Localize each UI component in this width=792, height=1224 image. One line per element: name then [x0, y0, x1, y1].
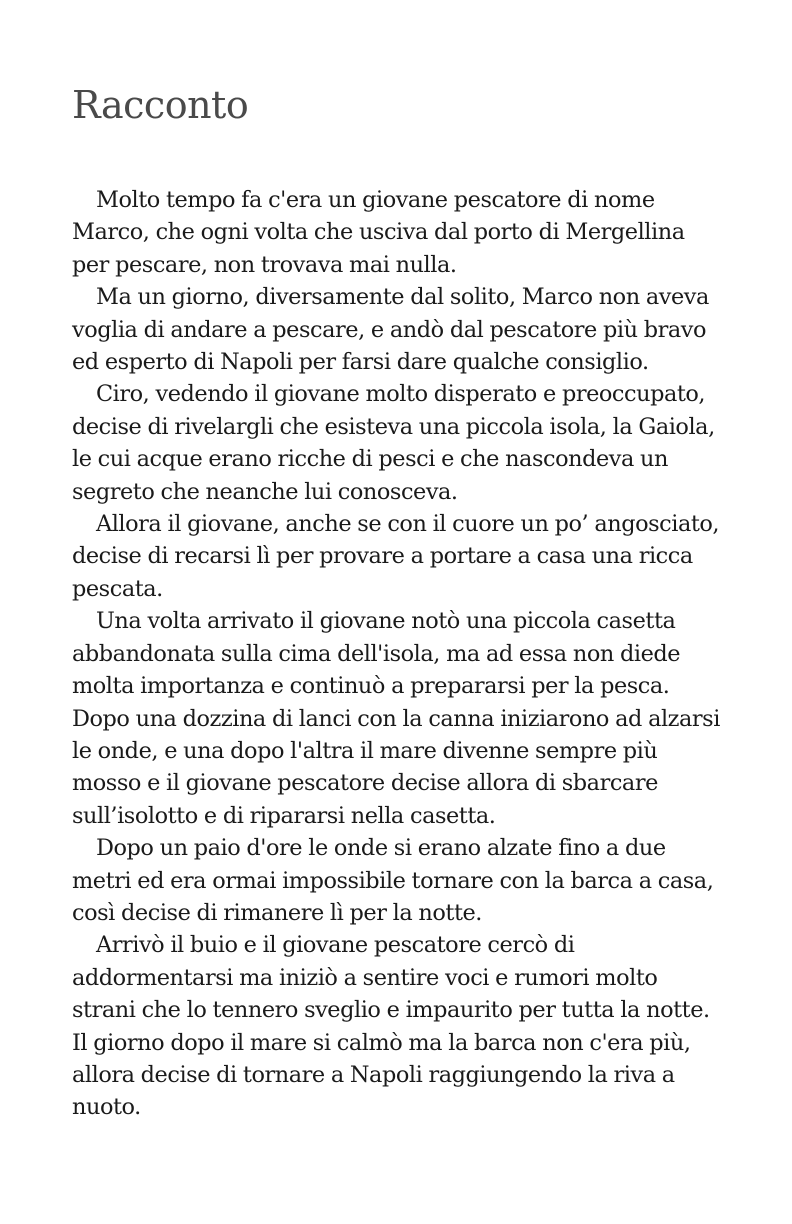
paragraph-6: Dopo un paio d'ore le onde si erano alzate fino a due metri ed era ormai impossibile tornare con la barca a casa, così decise di rimanere lì per la notte.	[72, 835, 714, 926]
paragraph-3: Ciro, vedendo il giovane molto disperato e preoccupato, decise di rivelargli che esisteva una piccola isola, la Gaiola, le cui acque erano ricche di pesci e che nascondeva un segreto che neanche lui conosceva.	[72, 381, 715, 505]
paragraph-7: Arrivò il buio e il giovane pescatore cercò di addormentarsi ma iniziò a sentire voci e rumori molto strani che lo tennero sveglio e impaurito per tutta la notte. Il giorno dopo il mare si calmò ma la barca non c'era più, allora decise di tornare a Napoli raggiungendo la riva a nuoto.	[72, 932, 710, 1121]
paragraph-1: Molto tempo fa c'era un giovane pescatore di nome Marco, che ogni volta che usciva dal porto di Mergellina per pescare, non trovava mai nulla.	[72, 187, 685, 278]
story-body	[72, 184, 720, 1124]
paragraph-4: Allora il giovane, anche se con il cuore un po’ angosciato, decise di recarsi lì per provare a portare a casa una ricca pescata.	[72, 511, 720, 602]
paragraph-2: Ma un giorno, diversamente dal solito, Marco non aveva voglia di andare a pescare, e andò dal pescatore più bravo ed esperto di Napoli per farsi dare qualche consiglio.	[72, 284, 709, 376]
page-title: Racconto	[72, 83, 249, 127]
paragraph-5: Una volta arrivato il giovane notò una piccola casetta abbandonata sulla cima dell'isola, ma ad essa non diede molta importanza e continuò a prepararsi per la pesca. Dopo una dozzina di lanci con la canna iniziarono ad alzarsi le onde, e una dopo l'altra il mare divenne sempre più mosso e il giovane pescatore decise allora di sbarcare sull’isolotto e di ripararsi nella casetta.	[72, 608, 720, 829]
